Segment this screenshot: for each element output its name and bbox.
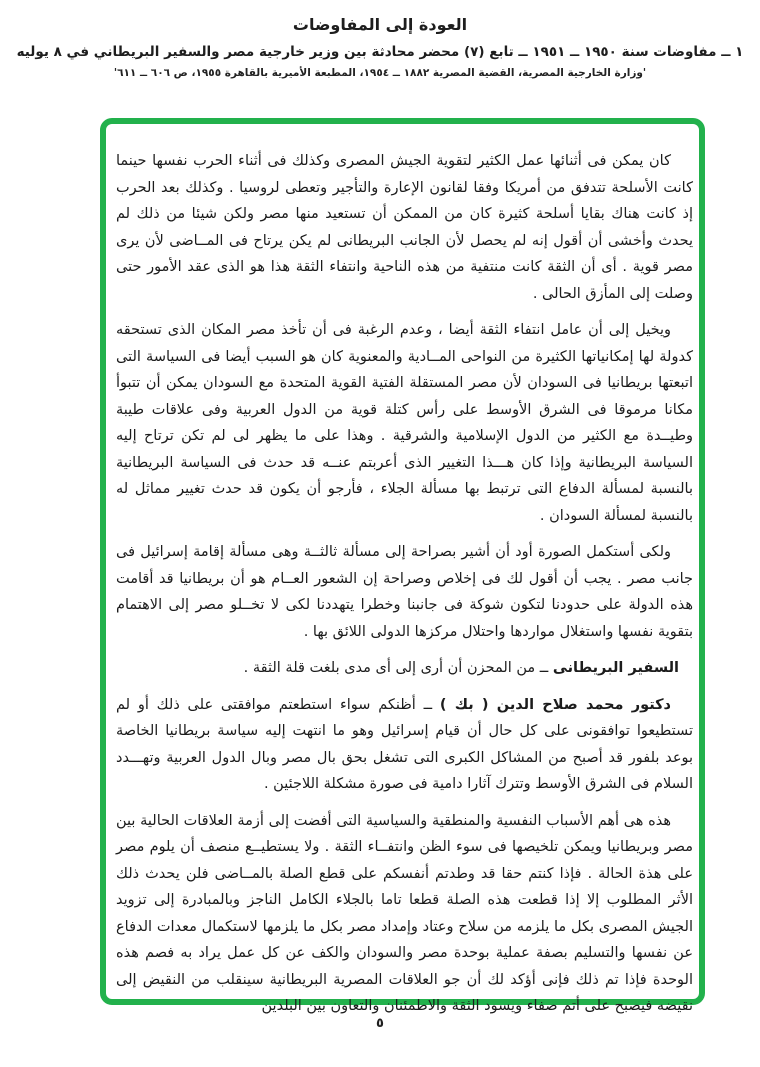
paragraph: هذه هى أهم الأسباب النفسية والمنطقية والسياسية التى أفضت إلى أزمة العلاقات الحالية بين مصر وبريطانيا ويمكن تلخيصها فى سوء الظن وانتفــاء الثقة . ولا يستطيــع منصف أن يلوم مصر على هذة الحالة . فإذا كنتم حقا قد وطدتم أنفسكم على قطع الصلة بالمــاضى فلن يحدث ذلك الأثر المطلوب إلا إذا قطعت هذه الصلة قطعا تاما بالجلاء الكامل الناجز وبالمبادرة إلى تزويد الجيش المصرى بكل ما يلزمه من سلاح وعتاد وإمداد مصر بكل ما يلزمها لاستكمال معدات الدفاع عن نفسها والتسليم بصفة عملية بوحدة مصر والسودان والكف عن كل عمل يراد به فصم هذه الوحدة فإذا تم ذلك فإنى أؤكد لك أن جو العلاقات المصرية البريطانية سينقلب من النقيض إلى نقيضه فيصبح على أتم صفاء ويسود الثقة والاطمئنان والتعاون بين البلدين (116, 812, 693, 1014)
speaker-name: السفير البريطانى (552, 660, 679, 676)
header-entry-line: ١ ــ مفاوضات سنة ١٩٥٠ ــ ١٩٥١ ــ تابع (٧) محضر محادثة بين وزير خارجية مصر والسفير البريطاني في ٨ يوليه (16, 44, 744, 60)
header-title: العودة إلى المفاوضات (292, 15, 468, 34)
paragraph: السفير البريطانى ــ من المحزن أن أرى إلى أى مدى بلغت قلة الثقة . (243, 660, 679, 676)
page-number: ٥ (376, 1016, 384, 1031)
paragraph: ويخيل إلى أن عامل انتفاء الثقة أيضا ، وعدم الرغبة فى أن تأخذ مصر المكان الذى تستحقه كدولة لها إمكانياتها الكثيرة من النواحى المــادية والمعنوية كان هو السبب أيضا فى السياسة التى اتبعتها بريطانيا فى السودان لأن مصر المستقلة الفتية القوية المتحدة مع السودان يمكن أن تتبوأ مكانا مرموقا فى الشرق الأوسط على رأس كتلة قوية من الدول العربية وفى علاقات طيبة وطيــدة مع الكثير من الدول الإسلامية والشرقية . وهذا على ما يظهر لى لم تكن ترتاح إليه السياسة البريطانية وإذا كان هـــذا التغيير الذى أعربتم عنــه قد حدث فى السياسة البريطانية بالنسبة لمسألة الدفاع التى ترتبط بها مسألة الجلاء ، فأرجو أن يكون قد حدث تغيير مماثل له بالنسبة لمسألة السودان . (116, 322, 693, 524)
page-header (0, 0, 760, 81)
paragraph: دكتور محمد صلاح الدين ( بك ) ــ أظنكم سواء استطعتم موافقتى على ذلك أو لم تستطيعوا توافقونى على كل حال أن قيام إسرائيل وهو ما انتهت إليه سياسة بريطانيا الخاصة بوعد بلفور قد أصبح من المشاكل الكبرى التى تشغل بحق بال مصر وبال الدول العربية وتهـــدد السلام فى الشرق الأوسط وتترك آثارا دامية فى صورة مشكلة اللاجئين . (116, 696, 693, 792)
speaker-name: دكتور محمد صلاح الدين ( بك ) (439, 696, 671, 713)
scanned-document-frame (100, 118, 705, 1014)
header-source-citation: 'وزارة الخارجية المصرية، القضية المصرية ١٨٨٢ ــ ١٩٥٤، المطبعة الأميرية بالقاهرة ١٩٥٥، ص ٦٠٦ ــ ٦١١' (113, 67, 647, 79)
scanned-text-block (106, 124, 699, 1020)
paragraph: ولكى أستكمل الصورة أود أن أشير بصراحة إلى مسألة ثالثــة وهى مسألة إقامة إسرائيل فى جانب مصر . يجب أن أقول لك فى إخلاص وصراحة إن الشعور العــام هو أن بريطانيا قد أقامت هذه الدولة على حدودنا لتكون شوكة فى جانبنا وخطرا يتهددنا لكى لا تخــلو مصر إلى الاهتمام بتقوية نفسها واستغلال مواردها واحتلال مركزها الدولى اللائق بها . (116, 544, 693, 640)
paragraph: كان يمكن فى أثنائها عمل الكثير لتقوية الجيش المصرى وكذلك فى أثناء الحرب نفسها حينما كانت الأسلحة تتدفق من أمريكا وفقا لقانون الإعارة والتأجير وتعطى لروسيا . وكذلك بعد الحرب إذ كانت هناك بقايا أسلحة كثيرة كان من الممكن أن تستعيد منها مصر ولكن شيئا من ذلك لم يحدث وأخشى أن أقول إنه لم يحصل لأن الجانب البريطانى لم يكن يرتاح فى المــاضى لأن يرى مصر قوية . أى أن الثقة كانت منتفية من هذه الناحية وانتفاء الثقة هذا هو الذى عقد الأمور حتى وصلت إلى المأزق الحالى . (116, 153, 693, 302)
page-footer (0, 1012, 760, 1031)
